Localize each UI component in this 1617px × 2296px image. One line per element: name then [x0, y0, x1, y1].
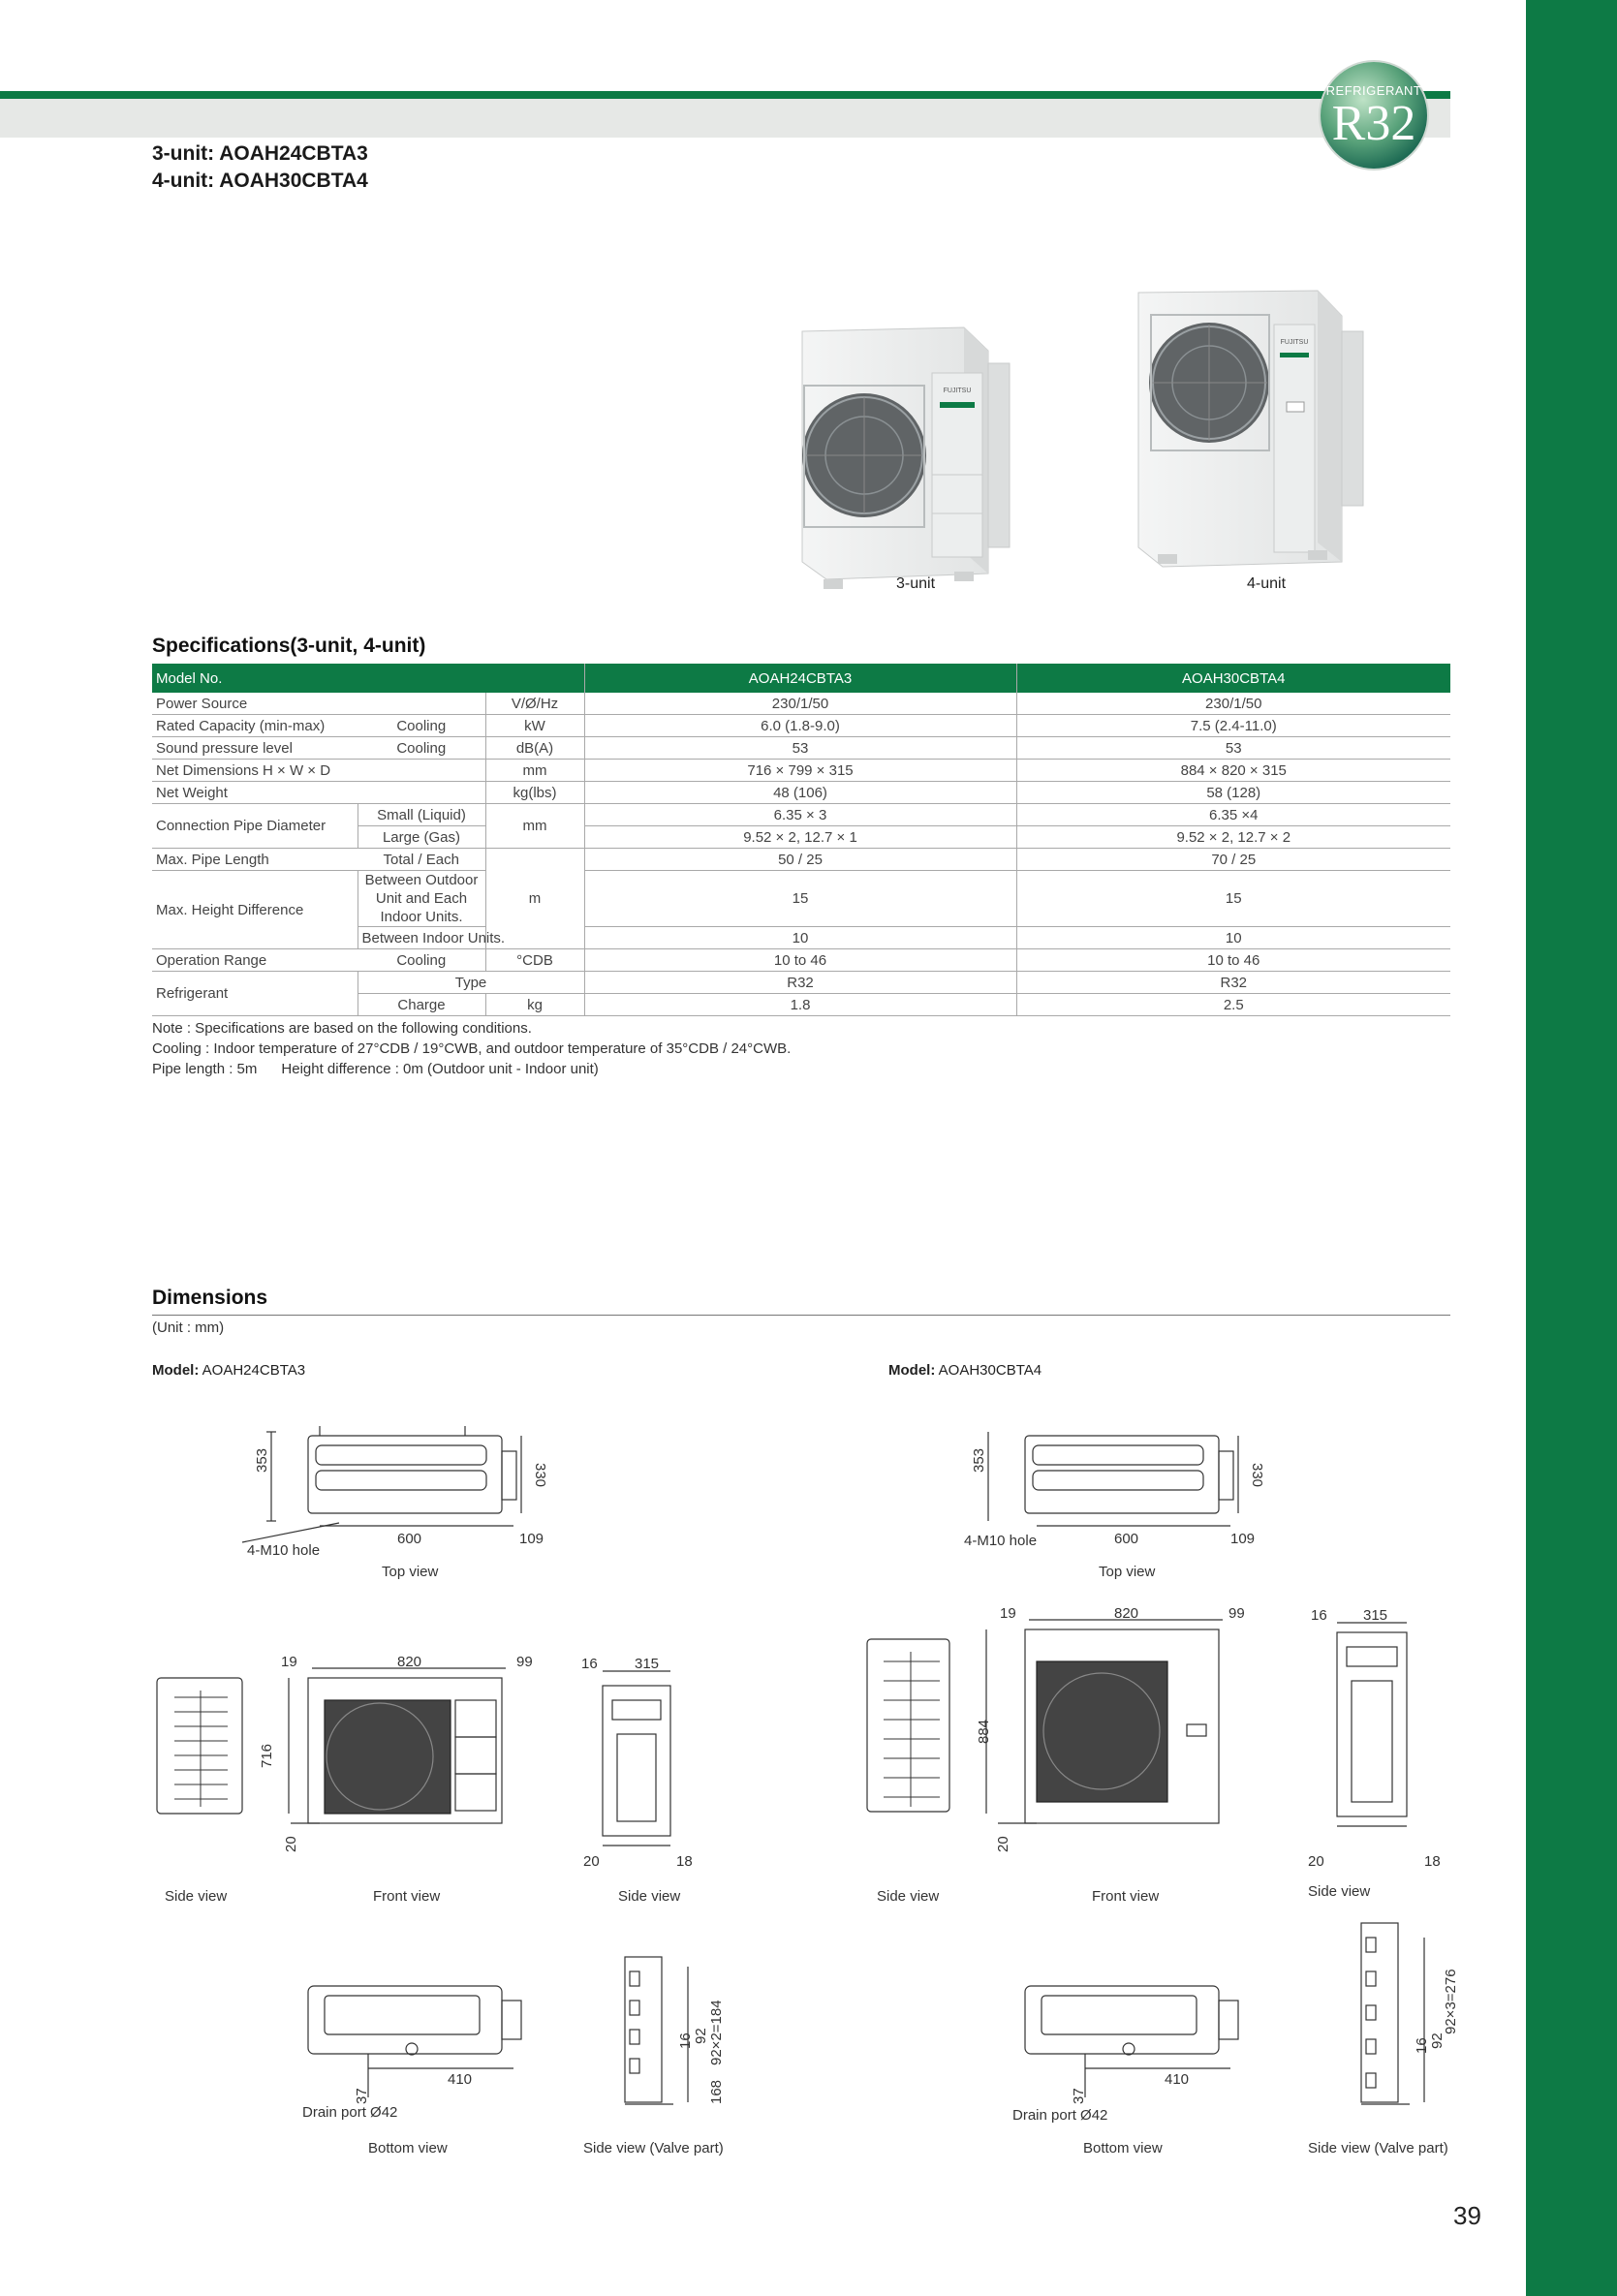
- value-2: 7.5 (2.4-11.0): [1016, 715, 1450, 737]
- dim-v168: 168: [708, 2079, 725, 2104]
- bottom-view-drawing: [1025, 1986, 1238, 2097]
- dimensions-rule: [152, 1315, 1450, 1316]
- value-1: 6.35 × 3: [584, 804, 1016, 826]
- dim-16: 16: [581, 1656, 598, 1672]
- dim-19: 19: [281, 1654, 297, 1670]
- spec-header-col2: AOAH30CBTA4: [1016, 664, 1450, 693]
- row-refrigerant-type: [152, 972, 1450, 994]
- spec-header-label: Model No.: [152, 664, 584, 693]
- front-view-drawing: [986, 1620, 1223, 1823]
- sub-label: Total / Each: [358, 849, 485, 871]
- label: Rated Capacity (min-max): [152, 715, 358, 737]
- dim-716: 716: [259, 1743, 275, 1768]
- bottom-view-caption: Bottom view: [1083, 2140, 1163, 2156]
- dim-99: 99: [1228, 1605, 1245, 1622]
- unit: mm: [485, 804, 584, 849]
- photo-3unit: [802, 327, 1010, 589]
- top-view-caption: Top view: [1099, 1564, 1156, 1580]
- value-1: 716 × 799 × 315: [584, 760, 1016, 782]
- value-2: 10: [1016, 927, 1450, 949]
- dim-99: 99: [516, 1654, 533, 1670]
- side-view-2-caption: Side view: [618, 1888, 681, 1905]
- dim-600: 600: [397, 1531, 422, 1547]
- dim-330: 330: [1249, 1463, 1265, 1488]
- badge-top-text: REFRIGERANT: [1325, 83, 1422, 98]
- title-3unit: 3-unit: AOAH24CBTA3: [152, 142, 368, 165]
- dimensions-title: Dimensions: [152, 1287, 268, 1309]
- dim-20b: 20: [1308, 1853, 1324, 1870]
- side-view-2-caption: Side view: [1308, 1883, 1371, 1900]
- unit: kg: [485, 994, 584, 1016]
- value-1: 9.52 × 2, 12.7 × 1: [584, 826, 1016, 849]
- valve-view-drawing: [1361, 1923, 1424, 2104]
- badge-main-text: R32: [1331, 96, 1416, 151]
- dim-20: 20: [283, 1836, 299, 1852]
- dim-884: 884: [976, 1719, 992, 1744]
- header-green-line: [0, 91, 1450, 99]
- model-label-left: [152, 1362, 305, 1379]
- dim-19: 19: [1000, 1605, 1016, 1622]
- dim-18: 18: [676, 1853, 693, 1870]
- r32-badge: [1321, 62, 1427, 169]
- sub-label: Type: [358, 972, 584, 994]
- sub-label: Charge: [358, 994, 485, 1016]
- value-2: R32: [1016, 972, 1450, 994]
- photo-4unit: [1138, 291, 1363, 567]
- value-2: 6.35 ×4: [1016, 804, 1450, 826]
- dim-820: 820: [1114, 1605, 1139, 1622]
- dim-410: 410: [1165, 2071, 1190, 2088]
- unit: m: [485, 849, 584, 949]
- value-1: 48 (106): [584, 782, 1016, 804]
- row-pipe-diameter-small: [152, 804, 1450, 826]
- row-max-pipe-length: [152, 849, 1450, 871]
- sub-label: Between Indoor Units.: [358, 927, 485, 949]
- front-view-caption: Front view: [373, 1888, 441, 1905]
- value-1: 1.8: [584, 994, 1016, 1016]
- valve-view-caption: Side view (Valve part): [583, 2140, 724, 2156]
- value-2: 10 to 46: [1016, 949, 1450, 972]
- dim-600: 600: [1114, 1531, 1139, 1547]
- unit: kW: [485, 715, 584, 737]
- dim-v16: 16: [677, 2032, 694, 2049]
- unit: dB(A): [485, 737, 584, 760]
- row-power-source: [152, 693, 1450, 715]
- hole-label: 4-M10 hole: [964, 1533, 1038, 1549]
- row-operation-range: [152, 949, 1450, 972]
- dim-v92x3: 92×3=276: [1443, 1969, 1459, 2034]
- brand-label-2: FUJITSU: [1280, 339, 1309, 346]
- model-name: AOAH24CBTA3: [202, 1362, 306, 1379]
- note-line: Pipe length : 5m Height difference : 0m (Outdoor unit - Indoor unit): [152, 1061, 599, 1077]
- side-view-2-drawing: [603, 1671, 670, 1846]
- label: Max. Height Difference: [152, 871, 358, 949]
- unit: °CDB: [485, 949, 584, 972]
- dim-20b: 20: [583, 1853, 600, 1870]
- model-name: AOAH30CBTA4: [938, 1362, 1042, 1379]
- sub-label: Large (Gas): [358, 826, 485, 849]
- value-1: 50 / 25: [584, 849, 1016, 871]
- value-1: 10: [584, 927, 1016, 949]
- spec-title: Specifications(3-unit, 4-unit): [152, 635, 426, 657]
- caption-4unit: 4-unit: [1246, 575, 1287, 592]
- dim-353: 353: [254, 1447, 270, 1473]
- front-view-drawing: [289, 1668, 506, 1823]
- value-1: 15: [584, 871, 1016, 927]
- dim-315: 315: [635, 1656, 660, 1672]
- drawings-left: [145, 1414, 746, 2170]
- value-2: 58 (128): [1016, 782, 1450, 804]
- row-net-dimensions: [152, 760, 1450, 782]
- row-net-weight: [152, 782, 1450, 804]
- value-2: 15: [1016, 871, 1450, 927]
- spec-header-row: [152, 664, 1450, 693]
- value-2: 2.5: [1016, 994, 1450, 1016]
- label: Net Dimensions H × W × D: [152, 760, 485, 782]
- value-1: R32: [584, 972, 1016, 994]
- label: Connection Pipe Diameter: [152, 804, 358, 849]
- dim-410: 410: [448, 2071, 473, 2088]
- valve-view-drawing: [625, 1957, 688, 2104]
- row-rated-capacity: [152, 715, 1450, 737]
- model-prefix: Model:: [888, 1362, 936, 1379]
- dim-v92: 92: [693, 2028, 709, 2044]
- label: Operation Range: [152, 949, 358, 972]
- dim-109: 109: [519, 1531, 544, 1547]
- value-1: 6.0 (1.8-9.0): [584, 715, 1016, 737]
- dim-330: 330: [532, 1463, 548, 1488]
- drawings-right: [862, 1414, 1463, 2170]
- label: Max. Pipe Length: [152, 849, 358, 871]
- model-label-right: [888, 1362, 1042, 1379]
- drain-label: Drain port Ø42: [302, 2104, 398, 2121]
- unit: kg(lbs): [485, 782, 584, 804]
- green-side-bar: [1526, 0, 1617, 2296]
- sub-label: Small (Liquid): [358, 804, 485, 826]
- value-1: 230/1/50: [584, 693, 1016, 715]
- dim-109: 109: [1230, 1531, 1256, 1547]
- side-view-2-drawing: [1337, 1623, 1407, 1826]
- spec-table: [152, 664, 1450, 1016]
- side-view-drawing: [157, 1678, 242, 1814]
- header-grey-band: [0, 99, 1450, 138]
- label: Power Source: [152, 693, 485, 715]
- sub-label: Cooling: [358, 949, 485, 972]
- value-1: 10 to 46: [584, 949, 1016, 972]
- hole-label: 4-M10 hole: [247, 1542, 321, 1559]
- top-view-drawing: [988, 1432, 1238, 1526]
- label: Sound pressure level: [152, 737, 358, 760]
- value-2: 53: [1016, 737, 1450, 760]
- dim-v92x2: 92×2=184: [708, 2000, 725, 2065]
- side-view-caption: Side view: [877, 1888, 940, 1905]
- dim-37: 37: [1071, 2088, 1087, 2104]
- dim-315: 315: [1363, 1607, 1388, 1624]
- side-view-caption: Side view: [165, 1888, 228, 1905]
- value-2: 884 × 820 × 315: [1016, 760, 1450, 782]
- label: Refrigerant: [152, 972, 358, 1016]
- top-view-drawing: [242, 1426, 521, 1542]
- front-view-caption: Front view: [1092, 1888, 1160, 1905]
- brand-label: FUJITSU: [943, 388, 972, 394]
- dim-16: 16: [1311, 1607, 1327, 1624]
- row-sound-pressure: [152, 737, 1450, 760]
- unit-note: (Unit : mm): [152, 1319, 225, 1336]
- note-line: Note : Specifications are based on the following conditions.: [152, 1020, 532, 1037]
- value-1: 53: [584, 737, 1016, 760]
- dim-v92: 92: [1429, 2032, 1446, 2049]
- value-2: 70 / 25: [1016, 849, 1450, 871]
- dim-37: 37: [354, 2088, 370, 2104]
- bottom-view-drawing: [308, 1986, 521, 2097]
- label: Net Weight: [152, 782, 485, 804]
- value-2: 9.52 × 2, 12.7 × 2: [1016, 826, 1450, 849]
- top-view-caption: Top view: [382, 1564, 439, 1580]
- sub-label: Cooling: [358, 737, 485, 760]
- bottom-view-caption: Bottom view: [368, 2140, 448, 2156]
- spec-notes: [152, 1018, 791, 1079]
- unit: V/Ø/Hz: [485, 693, 584, 715]
- value-2: 230/1/50: [1016, 693, 1450, 715]
- page-number: 39: [1453, 2201, 1481, 2230]
- dim-18: 18: [1424, 1853, 1441, 1870]
- valve-view-caption: Side view (Valve part): [1308, 2140, 1448, 2156]
- sub-label: Cooling: [358, 715, 485, 737]
- row-height-diff-outdoor: [152, 871, 1450, 927]
- dim-353: 353: [971, 1447, 987, 1473]
- unit: mm: [485, 760, 584, 782]
- side-view-drawing: [867, 1639, 949, 1812]
- caption-3unit: 3-unit: [895, 575, 936, 592]
- model-prefix: Model:: [152, 1362, 200, 1379]
- dim-820: 820: [397, 1654, 422, 1670]
- dim-20: 20: [995, 1836, 1011, 1852]
- drain-label: Drain port Ø42: [1012, 2107, 1108, 2124]
- product-photos: [794, 271, 1453, 601]
- spec-header-col1: AOAH24CBTA3: [584, 664, 1016, 693]
- dim-v16: 16: [1414, 2037, 1430, 2054]
- note-line: Cooling : Indoor temperature of 27°CDB / 19°CWB, and outdoor temperature of 35°CDB / 24°CWB.: [152, 1040, 792, 1057]
- title-4unit: 4-unit: AOAH30CBTA4: [152, 170, 368, 192]
- sub-label: Between Outdoor Unit and Each Indoor Units.: [358, 871, 485, 927]
